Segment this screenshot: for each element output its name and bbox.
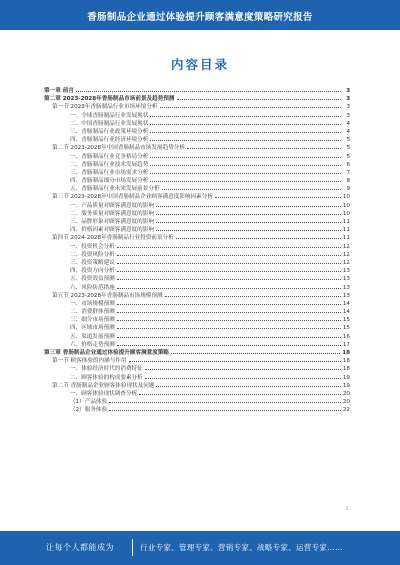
toc-entry[interactable]: [44, 184, 350, 192]
toc-entry[interactable]: [44, 127, 350, 135]
toc-entry-page: 11: [342, 219, 350, 225]
toc-entry-text: 第五节 2023-2028年香肠制品市场规模预测: [52, 292, 163, 299]
toc-entry-page: 10: [342, 202, 350, 209]
toc-entry-text: 四、香肠制品细分市场发展分析: [70, 178, 149, 185]
footer-divider: [132, 539, 133, 556]
toc-entry-text: 二、服务质量对顾客满意度的影响: [70, 210, 154, 217]
toc-entry-text: 第二章 2023-2028年香肠制品市场前景及趋势预测: [44, 96, 175, 103]
toc-leader-dots: [150, 152, 341, 158]
toc-entry-text: 四、香肠制品行业经济环境分析: [70, 137, 149, 144]
toc-entry-page: 3: [346, 112, 350, 119]
toc-leader-dots: [187, 143, 341, 149]
toc-leader-dots: [150, 160, 341, 166]
toc-entry[interactable]: [44, 135, 350, 143]
toc-entry-text: 三、细分市场预测: [70, 317, 115, 324]
toc-leader-dots: [117, 266, 341, 272]
toc-entry-text: 二、投资风险分析: [70, 251, 115, 258]
toc-entry[interactable]: [44, 389, 350, 397]
toc-entry-page: 19: [342, 374, 350, 381]
toc-entry[interactable]: [44, 348, 350, 356]
toc-leader-dots: [150, 168, 341, 174]
toc-entry-page: 20: [342, 399, 350, 406]
toc-leader-dots: [117, 242, 341, 248]
toc-entry-page: 17: [342, 341, 350, 348]
toc-leader-dots: [109, 405, 341, 411]
toc-entry[interactable]: [44, 233, 350, 241]
toc-entry-page: 6: [346, 161, 350, 168]
toc-entry-text: 一、香肠制品行业竞争格局分析: [70, 153, 149, 160]
toc-entry-page: 20: [342, 390, 350, 397]
toc-entry[interactable]: [44, 340, 350, 348]
toc-entry-text: 一、全球香肠制品行业发展现状: [70, 112, 149, 119]
toc-entry[interactable]: [44, 209, 350, 217]
toc-entry-page: 5: [346, 153, 350, 160]
toc-entry-text: 二、香肠制品行业技术发展趋势: [70, 161, 149, 168]
toc-entry-text: 二、中国香肠制品行业发展现状: [70, 120, 149, 127]
toc-leader-dots: [117, 258, 341, 264]
toc-entry-page: 12: [342, 243, 350, 250]
toc-entry-page: 14: [342, 309, 350, 316]
toc-entry[interactable]: [44, 168, 350, 176]
toc-leader-dots: [150, 119, 341, 125]
toc-entry[interactable]: [44, 152, 350, 160]
toc-entry[interactable]: [44, 242, 350, 250]
toc-entry-page: 19: [342, 382, 350, 389]
toc-entry-text: 一、投资机会分析: [70, 243, 115, 250]
toc-entry[interactable]: [44, 307, 350, 315]
toc-entry[interactable]: [44, 373, 350, 381]
page-number: 2: [346, 506, 349, 511]
toc-entry[interactable]: [44, 291, 350, 299]
toc-leader-dots: [215, 192, 341, 198]
toc-entry-text: 五、投资效益预测: [70, 276, 115, 283]
toc-leader-dots: [150, 135, 341, 141]
toc-entry-page: 13: [342, 268, 350, 275]
toc-leader-dots: [109, 397, 341, 403]
toc-leader-dots: [160, 102, 341, 108]
table-of-contents: [44, 86, 350, 414]
toc-leader-dots: [117, 307, 341, 313]
toc-entry[interactable]: [44, 266, 350, 274]
toc-entry[interactable]: [44, 356, 350, 364]
toc-leader-dots: [117, 332, 341, 338]
toc-entry-page: 14: [342, 300, 350, 307]
toc-entry[interactable]: [44, 364, 350, 372]
toc-entry-page: 16: [342, 333, 350, 340]
toc-entry-page: 11: [342, 227, 350, 234]
toc-entry-page: 18: [342, 358, 350, 365]
toc-leader-dots: [177, 94, 341, 100]
toc-entry[interactable]: [44, 323, 350, 331]
toc-entry-text: 六、价格走势预测: [70, 341, 115, 348]
toc-entry[interactable]: [44, 299, 350, 307]
toc-leader-dots: [117, 283, 341, 289]
toc-entry-page: 7: [346, 169, 350, 176]
toc-leader-dots: [171, 348, 340, 354]
report-title: 香肠制品企业通过体验提升顾客满意度策略研究报告: [87, 12, 313, 23]
toc-entry[interactable]: [44, 119, 350, 127]
toc-entry[interactable]: [44, 283, 350, 291]
toc-leader-dots: [117, 323, 341, 329]
toc-entry-text: 第二节 2023-2028年中国香肠制品市场发展趋势分析: [52, 145, 185, 152]
toc-entry-page: 13: [342, 276, 350, 283]
toc-entry-page: 15: [342, 325, 350, 332]
toc-entry-text: 六、风险防范措施: [70, 284, 115, 291]
toc-entry-text: 四、投资方向分析: [70, 268, 115, 275]
toc-entry-page: 3: [346, 104, 350, 111]
toc-entry-page: 13: [342, 292, 350, 299]
toc-entry-text: 二、顾客体验的构成要素分析: [70, 374, 143, 381]
toc-leader-dots: [117, 250, 341, 256]
toc-entry[interactable]: [44, 381, 350, 389]
toc-leader-dots: [145, 364, 341, 370]
toc-heading: 内容目录: [170, 57, 229, 72]
footer-slogan: 让每个人都能成为: [46, 543, 114, 552]
toc-entry[interactable]: [44, 397, 350, 405]
toc-entry-page: 11: [342, 235, 350, 242]
toc-leader-dots: [76, 86, 341, 92]
footer-tagline: 行业专家、管理专家、营销专家、战略专家、运营专家……: [140, 543, 343, 552]
toc-leader-dots: [156, 225, 341, 231]
toc-leader-dots: [129, 356, 341, 362]
toc-entry-text: 第一章 前言: [44, 88, 74, 94]
toc-entry-text: （1）产品体验: [70, 399, 108, 406]
toc-leader-dots: [150, 111, 341, 117]
toc-entry-page: 3: [346, 96, 350, 103]
footer-bar: [0, 531, 400, 565]
toc-entry-text: 一、体验经济时代的消费特征: [70, 366, 143, 373]
toc-entry-page: 4: [346, 128, 350, 135]
toc-entry-text: 一、市场规模预测: [70, 300, 115, 307]
toc-leader-dots: [117, 340, 341, 346]
toc-entry[interactable]: [44, 225, 350, 233]
toc-entry-text: 五、香肠制品行业未来发展前景分析: [70, 186, 160, 193]
toc-entry[interactable]: [44, 250, 350, 258]
toc-entry-text: 第二节 香肠制品企业顾客体验现状及问题: [52, 382, 155, 389]
header-bar: [0, 0, 400, 30]
toc-entry[interactable]: [44, 217, 350, 225]
toc-entry-page: 3: [346, 88, 350, 94]
toc-leader-dots: [150, 176, 341, 182]
toc-entry-page: 12: [342, 251, 350, 258]
toc-entry[interactable]: [44, 315, 350, 323]
toc-entry-text: 三、香肠制品行业政策环境分析: [70, 128, 149, 135]
toc-leader-dots: [176, 233, 341, 239]
toc-entry-text: 第一节 2023年香肠制品行业市场环境分析: [52, 104, 158, 111]
toc-entry[interactable]: [44, 86, 350, 94]
toc-entry-page: 9: [346, 186, 350, 193]
toc-entry[interactable]: [44, 274, 350, 282]
toc-entry-text: 第四节 2024-2028年香肠制品行业投资前景分析: [52, 235, 174, 242]
toc-leader-dots: [162, 184, 341, 190]
toc-entry-page: 8: [346, 178, 350, 185]
toc-entry-text: 第三节 2023-2028年中国香肠制品企业顾客满意度影响因素分析: [52, 194, 213, 201]
toc-entry-text: 四、区域市场预测: [70, 325, 115, 332]
toc-entry-page: 12: [342, 259, 350, 266]
toc-entry[interactable]: [44, 192, 350, 200]
toc-leader-dots: [156, 217, 341, 223]
toc-entry[interactable]: [44, 160, 350, 168]
toc-entry-page: 18: [342, 366, 350, 373]
toc-entry-page: 10: [342, 210, 350, 217]
toc-leader-dots: [156, 209, 341, 215]
toc-leader-dots: [145, 373, 341, 379]
toc-entry[interactable]: [44, 143, 350, 151]
toc-entry-page: 15: [342, 317, 350, 324]
toc-entry-page: 5: [346, 145, 350, 152]
toc-entry-text: 第三章 香肠制品企业通过体验提升顾客满意度策略: [44, 350, 170, 356]
toc-entry-text: 三、投资策略建议: [70, 259, 115, 266]
toc-leader-dots: [117, 274, 341, 280]
toc-leader-dots: [139, 389, 341, 395]
toc-entry-text: 五、渠道发展预测: [70, 333, 115, 340]
toc-entry[interactable]: [44, 102, 350, 110]
toc-entry-text: （2）服务体验: [70, 407, 108, 414]
toc-entry[interactable]: [44, 332, 350, 340]
toc-entry-text: 第一节 顾客体验的内涵与作用: [52, 358, 127, 365]
toc-entry-page: 5: [346, 137, 350, 144]
toc-entry-page: 22: [342, 407, 350, 414]
toc-entry-text: 一、顾客体验现状调查分析: [70, 390, 138, 397]
toc-entry-text: 四、价格因素对顾客满意度的影响: [70, 227, 154, 234]
toc-leader-dots: [117, 299, 341, 305]
toc-leader-dots: [165, 291, 341, 297]
toc-entry-page: 4: [346, 120, 350, 127]
toc-entry[interactable]: [44, 201, 350, 209]
toc-entry-text: 一、产品质量对顾客满意度的影响: [70, 202, 154, 209]
toc-leader-dots: [150, 127, 341, 133]
toc-entry-text: 三、香肠制品行业市场需求分析: [70, 169, 149, 176]
toc-entry-text: 三、品牌形象对顾客满意度的影响: [70, 219, 154, 225]
toc-entry[interactable]: [44, 176, 350, 184]
toc-entry[interactable]: [44, 258, 350, 266]
toc-entry[interactable]: [44, 405, 350, 413]
toc-entry-page: 10: [342, 194, 350, 201]
toc-leader-dots: [156, 201, 341, 207]
toc-entry[interactable]: [44, 111, 350, 119]
toc-entry[interactable]: [44, 94, 350, 102]
toc-entry-page: 13: [342, 284, 350, 291]
toc-entry-text: 二、消费群体预测: [70, 309, 115, 316]
toc-entry-page: 18: [342, 350, 350, 356]
toc-leader-dots: [156, 381, 340, 387]
toc-leader-dots: [117, 315, 341, 321]
